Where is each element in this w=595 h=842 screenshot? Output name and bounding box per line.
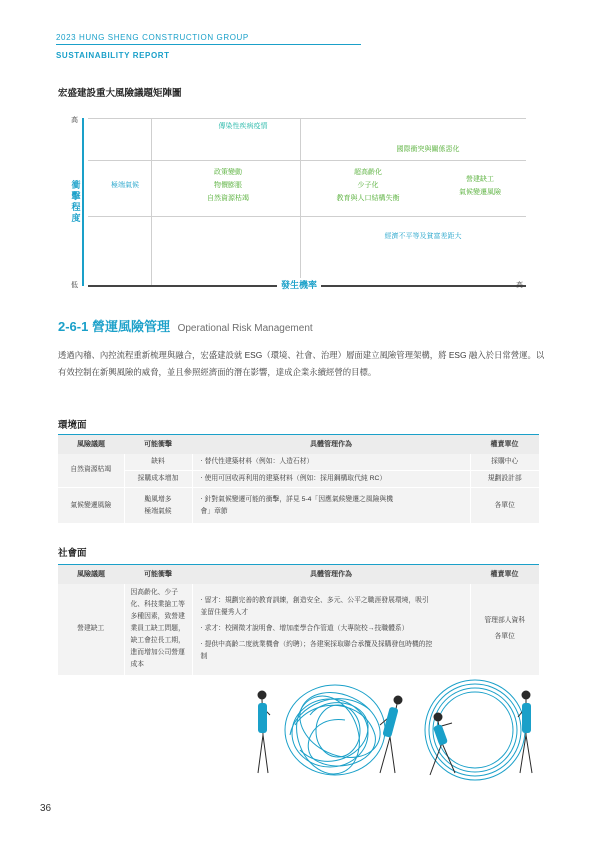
matrix-item: 超高齡化 bbox=[354, 169, 382, 176]
people-rolling-tangled-circles-illustration bbox=[230, 655, 560, 785]
col-header: 具體管理作為 bbox=[192, 565, 470, 584]
matrix-title: 宏盛建設重大風險議題矩陣圖 bbox=[58, 88, 182, 99]
col-header: 風險議題 bbox=[58, 565, 124, 584]
page-number: 36 bbox=[40, 803, 52, 814]
impact-line: 極端氣候 bbox=[144, 507, 172, 515]
unit-line: 管理部人資科 bbox=[484, 617, 526, 625]
col-header: 風險議題 bbox=[58, 435, 124, 454]
table-row bbox=[58, 454, 539, 471]
matrix-item: 自然資源枯竭 bbox=[207, 195, 249, 202]
col-header: 權責單位 bbox=[470, 435, 539, 454]
action-text: 使用可回收再利用的建築材料（例如：採用鋼構取代純 RC） bbox=[204, 475, 387, 482]
section-title bbox=[58, 316, 313, 335]
table-row bbox=[58, 471, 539, 488]
impact-line: 颱風增多 bbox=[144, 495, 172, 503]
matrix-item: 國際衝突與關係惡化 bbox=[396, 146, 460, 153]
action-cell: ‧ 針對氣候變遷可能的衝擊，詳見 5-4「因應氣候變遷之風險與機會」章節 bbox=[192, 488, 470, 524]
grid-line bbox=[88, 216, 526, 217]
col-header: 權責單位 bbox=[470, 565, 539, 584]
matrix-item: 氣候變遷風險 bbox=[459, 189, 501, 196]
table-header-row bbox=[58, 435, 539, 454]
y-axis-title: 衝 擊 程 度 bbox=[71, 180, 81, 223]
impact-cell bbox=[124, 488, 192, 524]
grid-line bbox=[300, 118, 301, 285]
risk-matrix bbox=[88, 118, 526, 286]
grid-line bbox=[88, 160, 526, 161]
matrix-item: 經濟不平等及貧富差距大 bbox=[384, 233, 462, 240]
y-axis-line bbox=[82, 118, 84, 286]
env-subtitle: 環境面 bbox=[58, 420, 87, 431]
section-title-en: Operational Risk Management bbox=[177, 323, 313, 334]
action-text: 求才：校園徵才說明會、增加產學合作管道（大專院校→技職體系） bbox=[204, 625, 409, 633]
matrix-item: 極端氣候 bbox=[111, 182, 139, 189]
action-line: ‧ 提供中高齡二度就業機會（約聘）；各建案採取聯合承攬及採購發包時機的控制 bbox=[200, 641, 433, 661]
unit-cell: 各單位 bbox=[470, 488, 539, 524]
table-row bbox=[58, 488, 539, 524]
header-title-suffix: SUSTAINABILITY REPORT bbox=[56, 51, 170, 60]
unit-cell: 採購中心 bbox=[470, 454, 539, 471]
action-text: 留才：規劃完善的教育訓練，創造安全、多元、公平之職涯發展環境，吸引並留住優秀人才 bbox=[200, 597, 429, 617]
y-axis-low: 低 bbox=[71, 282, 78, 289]
unit-cell: 規劃設計部 bbox=[470, 471, 539, 488]
action-line: ‧ 留才：規劃完善的教育訓練，創造安全、多元、公平之職涯發展環境，吸引並留住優秀人才 bbox=[200, 597, 429, 617]
matrix-item: 少子化 bbox=[357, 182, 379, 189]
matrix-item: 政策變動 bbox=[214, 169, 242, 176]
x-axis-high: 高 bbox=[516, 282, 523, 289]
matrix-item: 教育與人口結構失衡 bbox=[336, 195, 400, 202]
social-subtitle: 社會面 bbox=[58, 548, 87, 559]
matrix-item: 物價膨脹 bbox=[214, 182, 242, 189]
impact-cell: 缺料 bbox=[124, 454, 192, 471]
action-cell: ‧ 替代性建築材料（例如：人造石材） bbox=[192, 454, 470, 471]
table-header-row bbox=[58, 565, 539, 584]
col-header: 可能衝擊 bbox=[124, 435, 192, 454]
grid-line bbox=[88, 118, 526, 119]
risk-issue: 氣候變遷風險 bbox=[58, 488, 124, 524]
action-line: ‧ 求才：校園徵才說明會、增加產學合作管道（大專院校→技職體系） bbox=[200, 625, 409, 633]
unit-line: 各單位 bbox=[494, 633, 515, 641]
col-header: 具體管理作為 bbox=[192, 435, 470, 454]
x-axis-title: 發生機率 bbox=[277, 278, 321, 291]
grid-line bbox=[151, 118, 152, 285]
intro-paragraph: 透過內稽、內控流程重新梳理與融合，宏盛建設就 ESG（環境、社會、治理）層面建立風險管理架構，將 ESG 融入於日常營運。以有效控制在新興風險的威脅，並且參照經濟面的潛在影響，達成企業永續經營的目標。 bbox=[58, 350, 545, 377]
matrix-item: 營建缺工 bbox=[466, 176, 494, 183]
action-text: 針對氣候變遷可能的衝擊，詳見 5-4「因應氣候變遷之風險與機會」章節 bbox=[200, 495, 393, 515]
report-header bbox=[56, 27, 361, 60]
y-axis-high: 高 bbox=[71, 117, 78, 124]
section-title-zh: 2-6-1 營運風險管理 bbox=[58, 319, 170, 334]
risk-issue: 營建缺工 bbox=[58, 584, 124, 676]
risk-issue: 自然資源枯竭 bbox=[58, 454, 124, 488]
col-header: 可能衝擊 bbox=[124, 565, 192, 584]
header-title-prefix: 2023 HUNG SHENG CONSTRUCTION GROUP bbox=[56, 33, 249, 42]
action-text: 提供中高齡二度就業機會（約聘）；各建案採取聯合承攬及採購發包時機的控制 bbox=[200, 641, 433, 661]
impact-cell: 因高齡化、少子化、科技業搶工等多種因素，致營建業員工缺工問題，缺工會拉長工期，進而增加公司營運成本 bbox=[124, 584, 192, 676]
action-text: 替代性建築材料（例如：人造石材） bbox=[204, 457, 314, 465]
matrix-item: 傳染性疾病疫情 bbox=[218, 123, 268, 130]
env-risk-table bbox=[58, 434, 539, 524]
action-cell: ‧ 使用可回收再利用的建築材料（例如：採用鋼構取代純 RC） bbox=[192, 471, 470, 488]
impact-cell: 採購成本增加 bbox=[124, 471, 192, 488]
